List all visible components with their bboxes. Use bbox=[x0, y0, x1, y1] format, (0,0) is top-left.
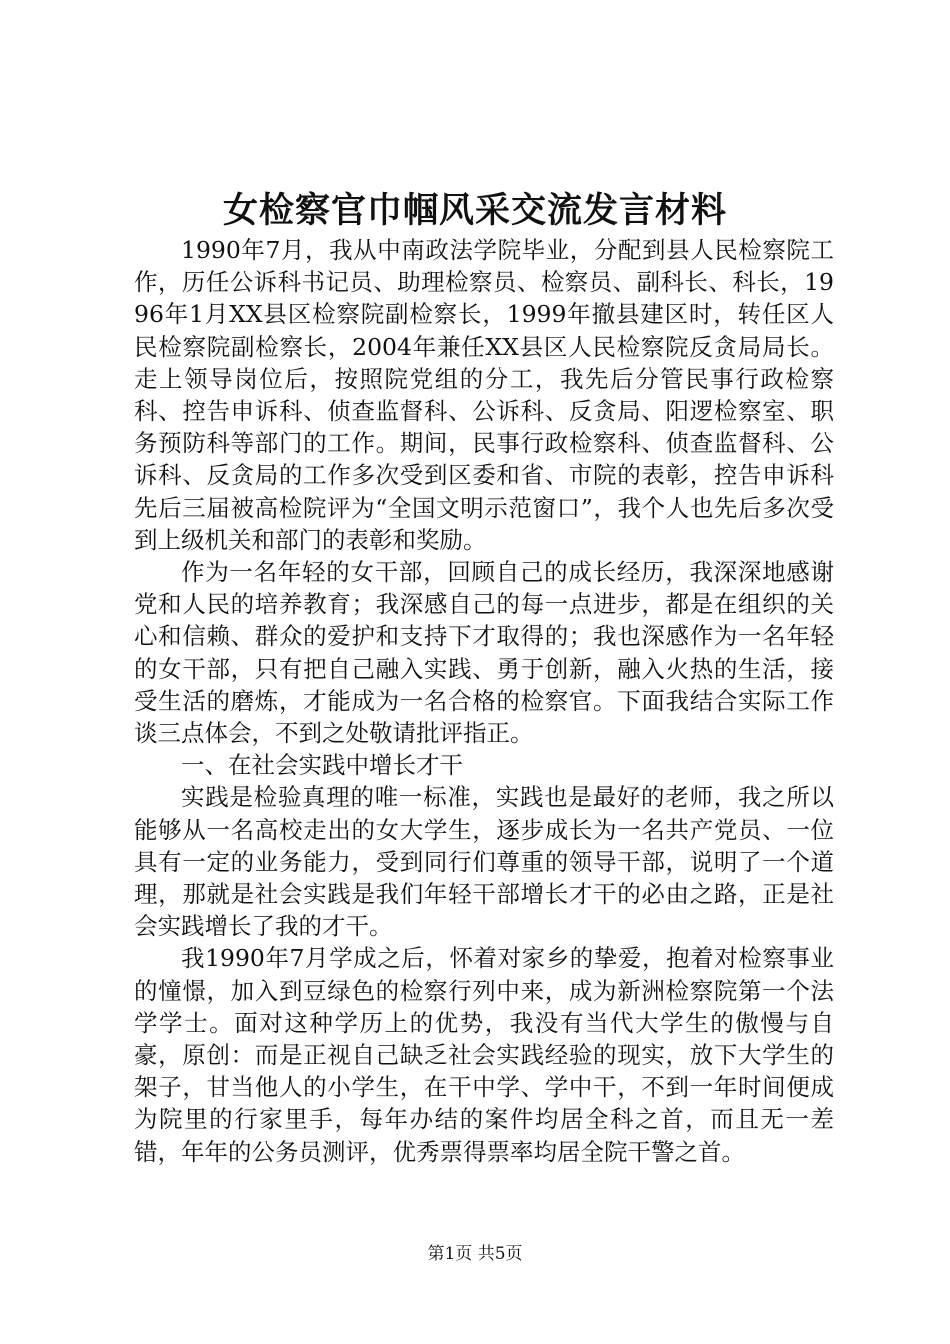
paragraph-practice: 实践是检验真理的唯一标准，实践也是最好的老师，我之所以能够从一名高校走出的女大学生，逐步成长为一名共产党员、一位具有一定的业务能力，受到同行们尊重的领导干部，说明了一个道理，那就是社会实践是我们年轻干部增长才干的必由之路，正是社会实践增长了我的才干。 bbox=[134, 783, 834, 941]
document-body bbox=[134, 234, 834, 1168]
section-heading: 一、在社会实践中增长才干 bbox=[181, 751, 463, 780]
paragraph-experience: 我1990年7月学成之后，怀着对家乡的挚爱，抱着对检察事业的憧憬，加入到豆绿色的检察行列中来，成为新洲检察院第一个法学学士。面对这种学历上的优势，我没有当代大学生的傲慢与自豪，原创：而是正视自己缺乏社会实践经验的现实，放下大学生的架子，甘当他人的小学生，在干中学、学中干，不到一年时间便成为院里的行家里手，每年办结的案件均居全科之首，而且无一差错，年年的公务员测评，优秀票得票率均居全院干警之首。 bbox=[134, 944, 834, 1166]
page-footer: 第1页 共5页 bbox=[427, 1244, 523, 1264]
paragraph-reflection: 作为一名年轻的女干部，回顾自己的成长经历，我深深地感谢党和人民的培养教育；我深感自己的每一点进步，都是在组织的关心和信赖、群众的爱护和支持下才取得的；我也深感作为一名年轻的女干部，只有把自己融入实践、勇于创新，融入火热的生活，接受生活的磨炼，才能成为一名合格的检察官。下面我结合实际工作谈三点体会，不到之处敬请批评指正。 bbox=[134, 558, 834, 748]
paragraph-career: 1990年7月，我从中南政法学院毕业，分配到县人民检察院工作，历任公诉科书记员、助理检察员、检察员、副科长、科长，1996年1月XX县区检察院副检察长，1999年撤县建区时，转任区人民检察院副检察长，2004年兼任XX县区人民检察院反贪局局长。走上领导岗位后，按照院党组的分工，我先后分管民事行政检察科、控告申诉科、侦查监督科、公诉科、反贪局、阳逻检察室、职务预防科等部门的工作。期间，民事行政检察科、侦查监督科、公诉科、反贪局的工作多次受到区委和省、市院的表彰，控告申诉科先后三届被高检院评为“全国文明示范窗口”，我个人也先后多次受到上级机关和部门的表彰和奖励。 bbox=[134, 236, 834, 554]
page-title: 女检察官巾帼风采交流发言材料 bbox=[222, 190, 727, 231]
